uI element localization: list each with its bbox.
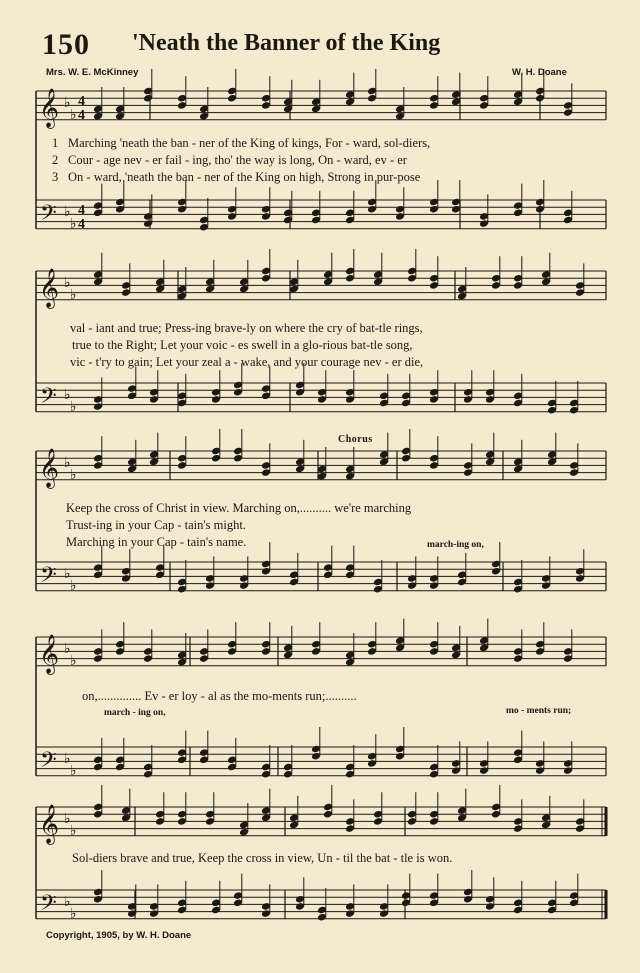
flat-sign: ♭	[70, 287, 77, 303]
lyric-line	[0, 354, 640, 371]
lyric-text: Marching 'neath the ban - ner of the King of kings, For - ward, sol-diers,	[68, 136, 431, 150]
flat-sign: ♭	[70, 763, 77, 779]
verse-number: 1	[52, 136, 59, 150]
lyrics-system-4	[0, 688, 640, 705]
treble-clef: 𝄞	[39, 634, 60, 674]
flat-sign: ♭	[70, 578, 77, 594]
bass-clef: 𝄢	[40, 891, 57, 921]
time-signature: 4	[78, 203, 85, 218]
lyric-line	[0, 850, 640, 867]
flat-sign: ♭	[64, 387, 71, 403]
lyric-line	[0, 152, 640, 169]
lyric-text: vic - t'ry to gain; Let your zeal a - wake, and your courage nev - er die,	[70, 355, 424, 369]
treble-clef: 𝄞	[39, 448, 60, 488]
treble-clef: 𝄞	[39, 804, 60, 844]
lyrics-system-1	[0, 135, 640, 186]
flat-sign: ♭	[70, 467, 77, 483]
lyric-line	[0, 135, 640, 152]
flat-sign: ♭	[64, 455, 71, 471]
lyrics-system-2	[0, 320, 640, 371]
bass-echo-text: march-ing on,	[427, 540, 484, 550]
lyric-text: on,.............. Ev - er loy - al as the mo-ments run;..........	[82, 689, 357, 703]
lyric-text: Cour - age nev - er fail - ing, tho' the way is long, On - ward, ev - er	[68, 153, 407, 167]
verse-number: 3	[52, 170, 59, 184]
bass-clef: 𝄢	[40, 384, 57, 414]
bass-echo-text-right: mo - ments run;	[506, 706, 572, 716]
bass-clef: 𝄢	[40, 563, 57, 593]
lyric-line	[0, 320, 640, 337]
lyric-text: Keep the cross of Christ in view. Marching on,.......... we're marching	[66, 501, 412, 515]
time-signature: 4	[78, 108, 85, 123]
chorus-label: Chorus	[338, 434, 373, 445]
lyric-line	[0, 500, 640, 517]
flat-sign: ♭	[70, 823, 77, 839]
flat-sign: ♭	[64, 95, 71, 111]
hymn-title: 'Neath the Banner of the King	[132, 30, 441, 56]
lyric-line	[0, 337, 640, 354]
flat-sign: ♭	[64, 811, 71, 827]
flat-sign: ♭	[70, 107, 77, 123]
bass-echo-text-left: march - ing on,	[104, 708, 166, 718]
lyrics-system-3	[0, 500, 640, 551]
lyric-line	[0, 517, 640, 534]
flat-sign: ♭	[64, 204, 71, 220]
time-signature: 4	[78, 94, 85, 109]
treble-clef: 𝄞	[39, 88, 60, 128]
flat-sign: ♭	[70, 653, 77, 669]
copyright-notice: Copyright, 1905, by W. H. Doane	[46, 930, 192, 941]
lyrics-system-5	[0, 850, 640, 867]
flat-sign: ♭	[70, 216, 77, 232]
lyric-text: val - iant and true; Press-ing brave-ly on where the cry of bat-tle rings,	[70, 321, 423, 335]
flat-sign: ♭	[64, 275, 71, 291]
lyric-line	[0, 688, 640, 705]
lyric-text: true to the Right; Let your voic - es swell in a glo-rious bat-tle song,	[72, 338, 413, 352]
flat-sign: ♭	[70, 399, 77, 415]
bass-clef: 𝄢	[40, 748, 57, 778]
music-credit: W. H. Doane	[512, 67, 567, 78]
treble-clef: 𝄞	[39, 268, 60, 308]
flat-sign: ♭	[64, 566, 71, 582]
lyric-text: Trust-ing in your Cap - tain's might.	[66, 518, 246, 532]
flat-sign: ♭	[64, 641, 71, 657]
flat-sign: ♭	[64, 751, 71, 767]
words-credit: Mrs. W. E. McKinney	[46, 67, 139, 78]
bass-clef: 𝄢	[40, 201, 57, 231]
lyric-text: On - ward, 'neath the ban - ner of the King on high, Strong in pur-pose	[68, 170, 421, 184]
lyric-text: Marching in your Cap - tain's name.	[66, 535, 247, 549]
lyric-line	[0, 534, 640, 551]
flat-sign: ♭	[70, 906, 77, 922]
verse-number: 2	[52, 153, 59, 167]
lyric-line	[0, 169, 640, 186]
time-signature: 4	[78, 217, 85, 232]
lyric-text: Sol-diers brave and true, Keep the cross in view, Un - til the bat - tle is won.	[72, 851, 453, 865]
flat-sign: ♭	[64, 894, 71, 910]
hymn-number: 150	[42, 28, 90, 61]
